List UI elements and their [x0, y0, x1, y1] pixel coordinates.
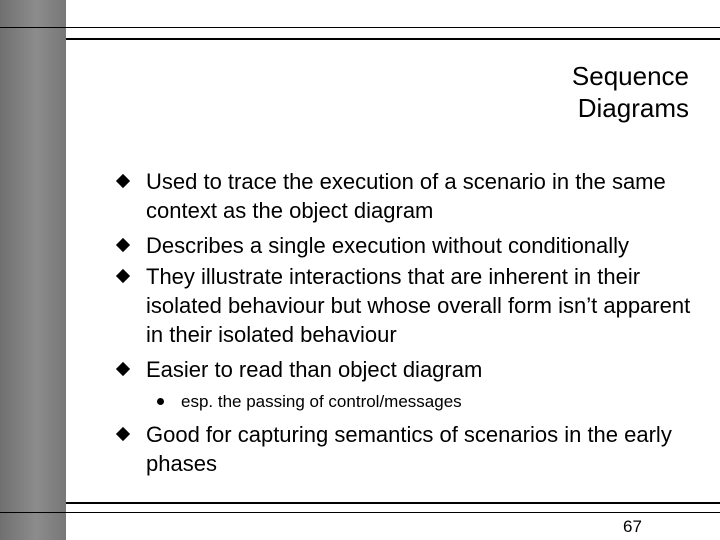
- bottom-rule-thick: [66, 502, 720, 504]
- title-line-1: Sequence: [571, 61, 689, 91]
- title-line-2: Diagrams: [577, 93, 689, 123]
- bullet-text: Describes a single execution without conditionally: [146, 233, 630, 258]
- bullet-text: Easier to read than object diagram: [146, 357, 483, 382]
- bullet-text: Used to trace the execution of a scenario in the same context as the object diagram: [146, 169, 666, 223]
- bullet-text: They illustrate interactions that are inherent in their isolated behaviour but whose overall form isn’t apparent in their isolated behaviour: [146, 264, 691, 347]
- diamond-bullet-icon: [113, 262, 133, 291]
- page-number: 67: [623, 517, 642, 536]
- bottom-rule: [0, 512, 720, 513]
- bullet-text: Good for capturing semantics of scenarios in the early phases: [146, 422, 672, 476]
- bullet-item: [146, 262, 691, 349]
- sub-bullet-text: esp. the passing of control/messages: [181, 392, 462, 411]
- dot-bullet-icon: [157, 398, 164, 405]
- slide-title: [389, 60, 689, 124]
- diamond-bullet-icon: [113, 420, 133, 449]
- diamond-bullet-icon: [113, 355, 133, 384]
- sub-bullet-item: [181, 391, 681, 413]
- diamond-bullet-icon: [113, 167, 133, 196]
- bullet-item: [146, 231, 706, 260]
- bullet-item: [146, 355, 691, 384]
- top-rule-thick: [66, 38, 720, 40]
- bullet-item: [146, 167, 691, 225]
- bullet-item: [146, 420, 691, 478]
- top-rule: [0, 27, 720, 28]
- diamond-bullet-icon: [113, 231, 133, 260]
- left-sidebar-band: [0, 0, 66, 540]
